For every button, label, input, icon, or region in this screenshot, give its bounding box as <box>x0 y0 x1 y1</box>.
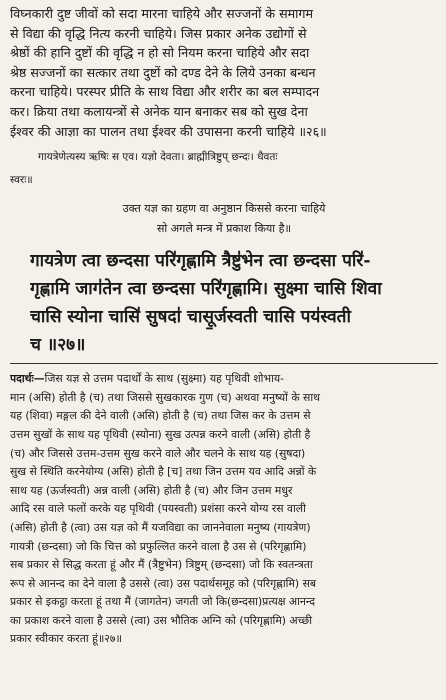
padartha-commentary <box>10 370 438 649</box>
padartha-heading: पदार्थः— <box>10 372 45 386</box>
commentary-line: पदार्थः—जिस यज्ञ से उत्तम पदार्थों के साथ (सुक्ष्मा) यह पृथिवी शोभाय- <box>10 372 285 386</box>
upper-paragraph <box>10 4 438 141</box>
mantra-line: गायत्रेण त्वा छन्दसा परि॑गृह्णामि त्रैष्टु॑भेन त्वा छन्दसा परि॑- <box>30 251 371 272</box>
text-line: कर। क्रिया तथा कलायन्त्रों से अनेक यान बनाकर सब को सुख देना <box>10 103 308 119</box>
divider <box>10 363 438 364</box>
mantra-line: गृह्णामि जाग॑तेन त्वा छन्दसा परि॑गृह्णामि। सुक्ष्मा चासि शिवा <box>30 279 382 300</box>
commentary-line: का प्रकाश करने वाला है उससे (त्वा) उस भौतिक अग्नि को (परिगृह्णामि) अच्छी <box>10 613 313 627</box>
commentary-line: आदि रस वाले फलों करके यह पृथिवी (पयस्वती) प्रशंसा करने योग्य रस वाली <box>10 502 306 516</box>
mantra-verse <box>10 247 438 359</box>
commentary-line: रूप से आनन्द का देने वाला है उससे (त्वा) उस पदार्थसमूह को (परिगृह्णामि) सब <box>10 576 317 590</box>
commentary-line: उत्तम सुखों के साथ यह पृथिवी (स्योना) सुख उत्पन्न करने वाली (असि) होती है <box>10 427 311 441</box>
text-line: ईश्वर की आज्ञा का पालन तथा ईश्वर की उपासना करनी चाहिये ॥२६॥ <box>10 123 327 139</box>
svara-line: स्वरः॥ <box>10 174 33 187</box>
commentary-line: (असि) होती है (त्वा) उस यज्ञ को मैं यजविद्या का जाननेवाला मनुष्य (गायत्रेण) <box>10 520 311 534</box>
rishi-devata-line: गायत्रेणेत्यस्य ऋषिः स एव। यज्ञो देवता। ब्राह्मीत्रिष्टुप् छन्दः। धैवतः <box>38 151 278 164</box>
text-line: विघ्नकारी दुष्ट जीवों को सदा मारना चाहिये और सज्जनों के समागम <box>10 6 314 21</box>
commentary-line: यह (शिवा) मङ्गल की देने वाली (असि) होती है (च) तथा जिस कर के उत्तम से <box>10 409 311 423</box>
mantra-line: च ॥२७॥ <box>30 335 86 356</box>
commentary-line: मान (असि) होती है (च) तथा जिससे सुखकारक गुण (च) अथवा मनुष्यों के साथ <box>10 390 321 404</box>
text-line: श्रेष्ठों की हानि दुष्टों की वृद्धि न हो सो नियम करना चाहिये और सदा <box>10 45 310 61</box>
text-line: करना चाहिये। परस्पर प्रीति के साथ विद्या और शरीर का बल सम्पादन <box>10 84 320 100</box>
intro-line: सो अगले मन्त्र में प्रकाश किया है॥ <box>156 222 292 236</box>
commentary-line: सब प्रकार से सिद्ध करता हूं और मैं (त्रैष्टुभेन) त्रिष्टुम् (छन्दसा) जो कि स्वतन्त्रता <box>10 558 313 572</box>
commentary-line: प्रकार से इकट्ठा करता हूं तथा मैं (जागतेन) जगती जो कि(छन्दसा)प्रत्यक्ष आनन्द <box>10 595 315 609</box>
commentary-line: (च) और जिससे उत्तम-उत्तम सुख करने वाले और चलने के साथ यह (सुषदा) <box>10 446 306 460</box>
mantra-introduction <box>10 199 438 239</box>
commentary-line: प्रकार स्वीकार करता हूं॥२७॥ <box>10 632 123 646</box>
text-line: से विद्या की वृद्धि नित्य करनी चाहिये। जिस प्रकार अनेक उद्योगों से <box>10 25 307 41</box>
text-line: श्रेष्ठ सज्जनों का सत्कार तथा दुष्टों को दण्ड देने के लिये उनका बन्धन <box>10 64 316 80</box>
mantra-line: चासि स्योना चासि॑ सुषदा॑ चासू॒र्जस्वती चासि पय॑स्वती <box>30 307 351 328</box>
intro-line: उक्त यज्ञ का ग्रहण वा अनुष्ठान किससे करना चाहिये <box>122 202 326 216</box>
commentary-line: साथ यह (ऊर्जस्वती) अन्न वाली (असि) होती है (च) और जिन उत्तम मधुर <box>10 483 293 497</box>
commentary-line: गायत्री (छन्दसा) जो कि चित्त को प्रफुल्लित करने वाला है उस से (परिगृह्णामि) <box>10 539 307 553</box>
commentary-line: सुख से स्थिति करनेयोग्य (असि) होती है [च] तथा जिन उत्तम यव आदि अन्नों के <box>10 465 317 479</box>
